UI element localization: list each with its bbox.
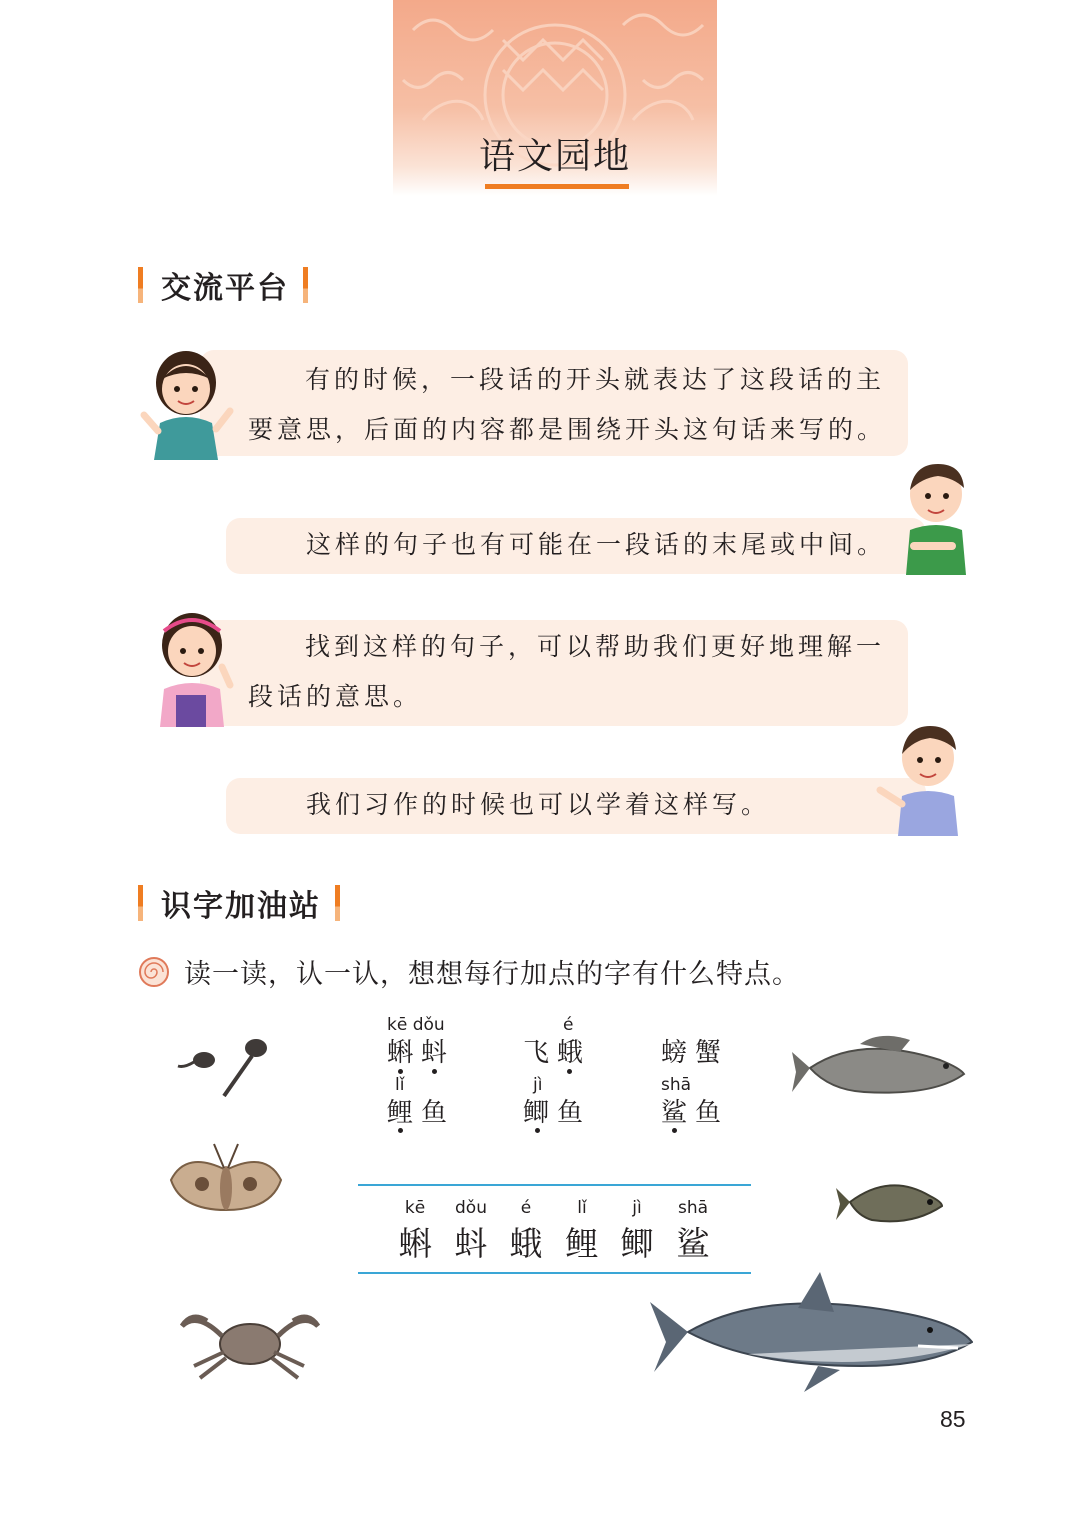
bubble-3-line-2: 段话的意思。 [248,682,423,711]
hanzi: 鲫鱼 [523,1098,592,1128]
boy-avatar-icon [900,460,970,575]
emphasis-dot [398,1128,403,1133]
speech-bubble-2 [226,518,926,574]
word-feie [523,1015,591,1069]
section-header-exchange [138,265,308,305]
section-title-literacy: 识字加油站 [161,889,321,924]
carp-icon [790,1030,970,1106]
char-pinyin: jì [632,1198,642,1218]
bubble-2-line-1: 这样的句子也有可能在一段话的末尾或中间。 [306,530,887,559]
word-liyu [387,1075,455,1129]
hanzi: 蝌蚪 [387,1038,456,1068]
rule-top [358,1184,751,1186]
section-title-exchange: 交流平台 [161,271,289,306]
section-bar-right-2 [335,885,340,921]
crucian-carp-icon [834,1170,946,1236]
tadpole-icon [176,1030,276,1100]
pinyin: shā [661,1075,692,1095]
instruction [138,952,800,991]
emphasis-dot [567,1069,572,1074]
char-pinyin: lǐ [577,1198,587,1218]
char: 鲨 [676,1224,710,1263]
bubble-1-line-1: 有的时候，一段话的开头就表达了这段话的主 [305,365,886,394]
emphasis-dot [672,1128,677,1133]
speech-bubble-1 [200,350,908,456]
speech-bubble-3 [200,620,908,726]
title-underline [485,184,629,189]
page-number: 85 [940,1406,966,1432]
char: 蛾 [509,1224,543,1263]
shark-icon [648,1270,973,1395]
boy-avatar-icon-2 [872,722,970,836]
instruction-text: 读一读，认一认，想想每行加点的字有什么特点。 [184,959,800,990]
spiral-bullet-icon [138,956,170,988]
pinyin: kē dǒu [387,1015,445,1035]
emphasis-dot [432,1069,437,1074]
char: 鲫 [620,1224,654,1263]
moth-icon [166,1140,286,1222]
section-bar-left [138,267,143,303]
girl-avatar-icon-2 [140,605,240,727]
word-kedou [387,1015,455,1069]
word-shayu [661,1075,729,1129]
bubble-3-line-1: 找到这样的句子，可以帮助我们更好地理解一 [305,632,886,661]
title-banner [393,0,717,196]
word-jiyu [523,1075,591,1129]
page-title: 语文园地 [478,136,631,177]
crab-icon [170,1296,330,1381]
char: 蚪 [454,1224,488,1263]
section-bar-right [303,267,308,303]
char: 蝌 [398,1224,432,1263]
pinyin [661,1015,729,1037]
char-pinyin: dǒu [455,1198,487,1218]
hanzi: 鲨鱼 [661,1098,730,1128]
char: 鲤 [565,1224,599,1263]
pinyin: lǐ [395,1075,405,1095]
hanzi: 鲤鱼 [387,1098,456,1128]
bubble-4-line-1: 我们习作的时候也可以学着这样写。 [306,790,771,819]
char-pinyin: kē [404,1198,426,1218]
girl-avatar-icon [138,345,238,460]
char-pinyin: é [520,1198,532,1218]
char-pinyin: shā [677,1198,709,1218]
hanzi: 螃蟹 [661,1038,730,1068]
pinyin: é [563,1015,574,1035]
hanzi: 飞蛾 [523,1038,592,1068]
word-pangxie [661,1015,729,1069]
section-bar-left-2 [138,885,143,921]
bubble-1-line-2: 要意思，后面的内容都是围绕开头这句话来写的。 [248,415,887,444]
emphasis-dot [398,1069,403,1074]
emphasis-dot [535,1128,540,1133]
section-header-literacy [138,883,340,923]
speech-bubble-4 [226,778,926,834]
pinyin: jì [533,1075,543,1095]
